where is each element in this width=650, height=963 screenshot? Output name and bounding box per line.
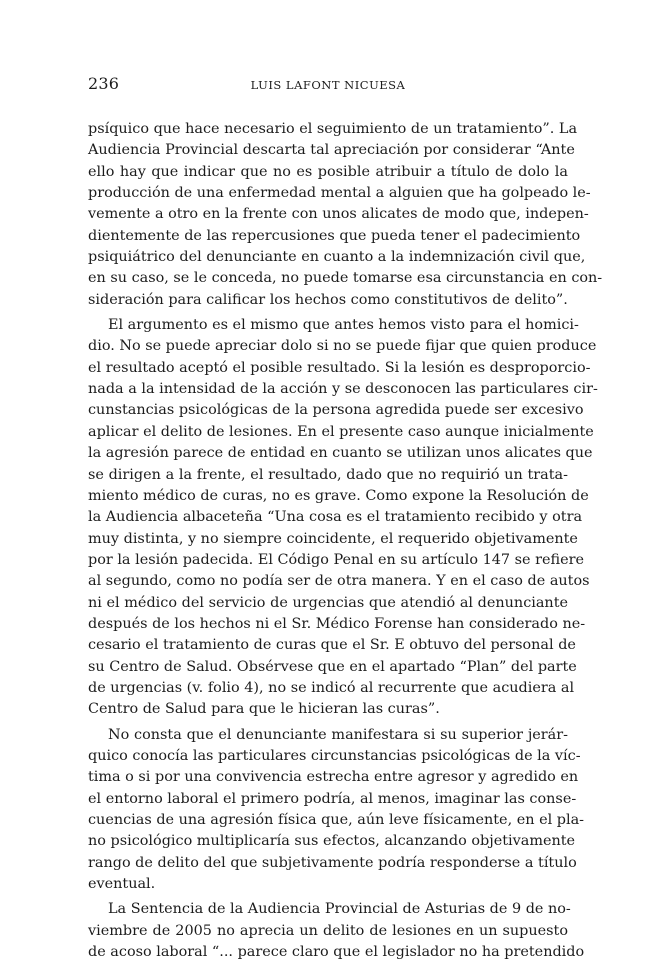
text-line: cuencias de una agresión física que, aún leve físicamente, en el pla- [88,812,585,828]
text-line: eventual. [88,876,156,893]
text-line: su Centro de Salud. Obsérvese que en el apartado “Plan” del parte [88,658,577,675]
text-line: al segundo, como no podía ser de otra manera. Y en el caso de autos [88,573,590,590]
page-header [88,74,568,96]
text-line: en su caso, se le conceda, no puede tomarse esa circunstancia en con- [88,270,603,287]
text-line: rango de delito del que subjetivamente podría responderse a título [88,854,577,871]
text-line: La Sentencia de la Audiencia Provincial de Asturias de 9 de no- [108,901,571,918]
text-line: de acoso laboral “... parece claro que el legislador no ha pretendido [88,944,585,961]
text-line: ni el médico del servicio de urgencias que atendió al denunciante [88,594,568,611]
text-line: el resultado aceptó el posible resultado. Si la lesión es desproporcio- [88,359,591,376]
text-line: psiquiátrico del denunciante en cuanto a la indemnización civil que, [88,249,586,266]
text-line: dientemente de las repercusiones que pueda tener el padecimiento [88,227,581,244]
text-line: aplicar el delito de lesiones. En el presente caso aunque inicialmente [88,423,594,440]
paragraph [88,725,585,896]
text-line: se dirigen a la frente, el resultado, dado que no requirió un trata- [88,466,568,483]
text-line: Centro de Salud para que le hicieran las curas”. [88,701,440,718]
text-line: vemente a otro en la frente con unos alicates de modo que, indepen- [88,206,589,223]
paragraph [88,899,585,963]
text-line: la agresión parece de entidad en cuanto se utilizan unos alicates que [88,445,593,462]
text-line: después de los hechos ni el Sr. Médico Forense han considerado ne- [88,615,586,632]
text-line: la Audiencia albaceteña “Una cosa es el tratamiento recibido y otra [88,509,583,526]
text-line: nada a la intensidad de la acción y se desconocen las particulares cir- [88,381,598,398]
text-line: dio. No se puede apreciar dolo si no se puede fijar que quien produce [88,338,597,355]
text-line: tima o si por una convivencia estrecha entre agresor y agredido en [88,769,579,786]
text-line: No consta que el denunciante manifestara si su superior jerár- [108,726,568,743]
text-line: por la lesión padecida. El Código Penal en su artículo 147 se refiere [88,551,585,568]
paragraph [88,315,598,721]
text-line: ello hay que indicar que no es posible atribuir a título de dolo la [88,163,568,180]
text-line: el entorno laboral el primero podría, al menos, imaginar las conse- [88,790,577,807]
text-line: muy distinta, y no siempre coincidente, el requerido objetivamente [88,530,578,547]
text-line: miento médico de curas, no es grave. Como expone la Resolución de [88,487,589,504]
page-number: 236 [88,74,120,93]
running-title: LUIS LAFONT NICUESA [250,78,406,92]
text-line: El argumento es el mismo que antes hemos visto para el homici- [108,317,579,334]
body-text [88,119,603,963]
text-line: Audiencia Provincial descarta tal apreciación por considerar “Ante [88,142,575,159]
text-line: cunstancias psicológicas de la persona agredida puede ser excesivo [88,402,584,419]
text-line: de urgencias (v. folio 4), no se indicó al recurrente que acudiera al [88,679,575,696]
text-line: producción de una enfermedad mental a alguien que ha golpeado le- [88,185,591,202]
text-line: quico conocía las particulares circunstancias psicológicas de la víc- [88,747,581,764]
text-line: sideración para calificar los hechos como constitutivos de delito”. [88,291,568,308]
text-line: no psicológico multiplicaría sus efectos, alcanzando objetivamente [88,833,576,850]
text-line: cesario el tratamiento de curas que el Sr. E obtuvo del personal de [88,637,576,654]
text-line: viembre de 2005 no aprecia un delito de lesiones en un supuesto [88,922,568,939]
text-line: psíquico que hace necesario el seguimiento de un tratamiento”. La [88,121,578,137]
paragraph [88,119,603,311]
